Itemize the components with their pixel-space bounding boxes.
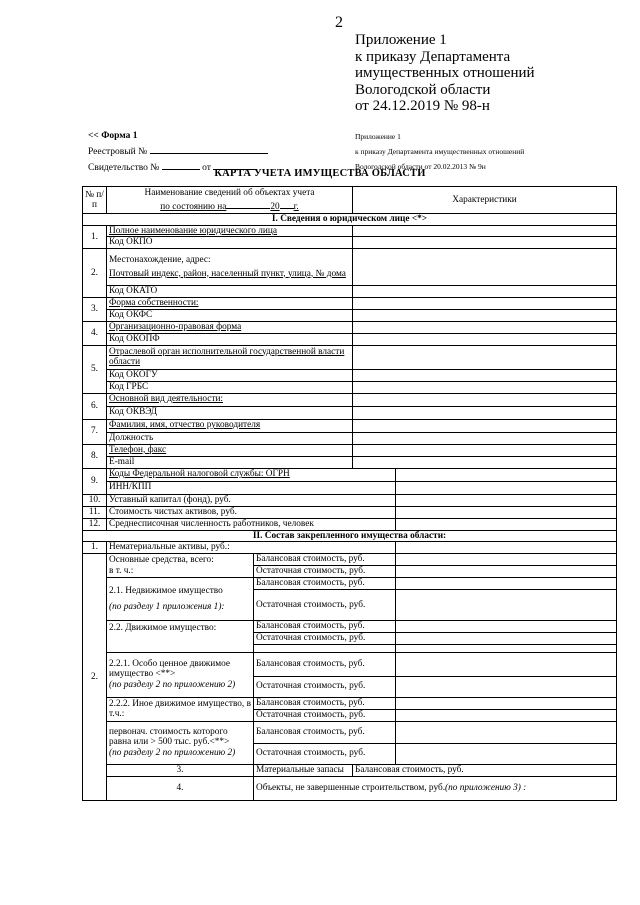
table-row [83, 444, 617, 456]
value-cell[interactable] [396, 721, 617, 743]
row-label: E-mail [107, 456, 353, 468]
value-cell[interactable] [396, 621, 617, 633]
table-row [83, 554, 617, 566]
value-cell[interactable] [396, 542, 617, 554]
row-label [107, 652, 254, 697]
table-row [83, 322, 617, 334]
table-row [83, 334, 617, 346]
balance-label: Балансовая стоимость, руб. [254, 697, 396, 709]
value-cell[interactable] [396, 644, 617, 652]
header-characteristics: Характеристики [353, 187, 617, 214]
table-row [83, 494, 617, 506]
value-cell[interactable] [353, 369, 617, 381]
value-cell[interactable] [353, 419, 617, 432]
section-2-title: II. Состав закрепленного имущества области: [83, 530, 617, 542]
value-cell[interactable] [396, 506, 617, 518]
spacer-cell [254, 644, 396, 652]
table-row [83, 310, 617, 322]
row-label: Код ГРБС [107, 381, 353, 393]
row-label: Фамилия, имя, отчество руководителя [107, 419, 353, 432]
header-year-suffix: г. [293, 202, 299, 212]
table-row [83, 652, 617, 676]
table-row [83, 578, 617, 590]
realty-label: 2.1. Недвижимое имущество [109, 585, 223, 596]
table-row [83, 518, 617, 530]
value-cell[interactable] [353, 298, 617, 310]
header-name [107, 187, 353, 214]
table-row [83, 542, 617, 554]
residual-label: Остаточная стоимость, руб. [254, 676, 396, 697]
value-cell[interactable] [353, 456, 617, 468]
value-cell[interactable] [353, 322, 617, 334]
row-number: 2. [83, 249, 107, 298]
row-label: Код ОКПО [107, 237, 353, 249]
residual-label: Остаточная стоимость, руб. [254, 590, 396, 621]
value-cell[interactable] [396, 481, 617, 494]
from-label: от [202, 163, 211, 173]
row-label: ИНН/КПП [107, 481, 396, 494]
table-row [83, 481, 617, 494]
note-line: Вологодской области от 20.02.2013 № 9н [355, 162, 486, 171]
row-label: Уставный капитал (фонд), руб. [107, 494, 396, 506]
section-1-title: I. Сведения о юридическом лице <*> [83, 214, 617, 226]
movable-label: 2.2. Движимое имущество: [107, 621, 254, 653]
residual-label: Остаточная стоимость, руб. [254, 743, 396, 764]
valuable-note: (по разделу 2 по приложению 2) [109, 679, 236, 690]
row-label: Код ОКОГУ [107, 369, 353, 381]
row-number: 3. [83, 298, 107, 322]
table-row [83, 381, 617, 393]
page-number: 2 [335, 14, 343, 31]
appendix-block [355, 32, 535, 115]
table-row [83, 345, 617, 369]
table-row [83, 764, 617, 776]
note-line: Приложение 1 [355, 132, 401, 141]
value-cell[interactable] [353, 237, 617, 249]
table-row [83, 697, 617, 709]
row-label: Материальные запасы [254, 764, 353, 776]
value-cell[interactable] [396, 494, 617, 506]
row-number: 2. [83, 554, 107, 801]
value-cell[interactable] [353, 406, 617, 419]
table-row [83, 419, 617, 432]
row-number: 1. [83, 225, 107, 249]
valuable-label: 2.2.1. Особо ценное движимое имущество <**> [109, 658, 230, 680]
row-label: Отраслевой орган исполнительной государственной власти области [107, 345, 353, 369]
table-row [83, 237, 617, 249]
initial-cost-note: (по разделу 2 по приложению 2) [109, 747, 236, 758]
balance-label: Балансовая стоимость, руб. [254, 652, 396, 676]
table-row [83, 506, 617, 518]
appendix-line: к приказу Департамента [355, 48, 511, 65]
other-movable-label: 2.2.2. Иное движимое имущество, в т.ч.: [107, 697, 254, 721]
value-cell[interactable] [396, 652, 617, 676]
table-row [83, 298, 617, 310]
appendix-line: Приложение 1 [355, 32, 447, 48]
appendix-line: от 24.12.2019 № 98-н [355, 98, 490, 114]
row-label: Телефон, факс [107, 444, 353, 456]
row-label [107, 249, 353, 286]
value-cell[interactable] [396, 554, 617, 566]
table-row [83, 406, 617, 419]
value-cell[interactable] [396, 566, 617, 578]
row-label: Полное наименование юридического лица [107, 225, 353, 237]
residual-label: Остаточная стоимость, руб. [254, 566, 396, 578]
table-row [83, 468, 617, 481]
row-label [107, 554, 254, 578]
unfinished-label: Объекты, не завершенные строительством, руб. [256, 782, 446, 793]
address-detail: Почтовый индекс, район, населенный пункт, улица, № дома [109, 268, 346, 279]
value-cell[interactable] [353, 249, 617, 286]
row-number: 4. [107, 776, 254, 800]
value-cell[interactable] [353, 381, 617, 393]
appendix-line: Вологодской области [355, 81, 491, 98]
table-row [83, 225, 617, 237]
table-header-row [83, 187, 617, 214]
value-cell[interactable] [396, 709, 617, 721]
table-row [83, 456, 617, 468]
appendix-line: имущественных отношений [355, 65, 535, 81]
row-label: Коды Федеральной налоговой службы: ОГРН [107, 468, 396, 481]
row-number: 1. [83, 542, 107, 554]
value-cell[interactable] [353, 393, 617, 406]
value-cell[interactable] [396, 676, 617, 697]
value-cell[interactable] [396, 518, 617, 530]
form-label: << Форма 1 [88, 131, 138, 141]
value-cell[interactable] [353, 286, 617, 298]
table-row [83, 393, 617, 406]
row-label: Среднесписочная численность работников, человек [107, 518, 396, 530]
value-cell[interactable] [353, 310, 617, 322]
value-cell[interactable] [353, 345, 617, 369]
residual-label: Остаточная стоимость, руб. [254, 633, 396, 645]
table-row [83, 721, 617, 743]
row-number: 8. [83, 444, 107, 468]
registry-label: Реестровый № [88, 147, 148, 157]
row-number: 4. [83, 322, 107, 346]
row-label: Основной вид деятельности: [107, 393, 353, 406]
row-label: Код ОКВЭД [107, 406, 353, 419]
row-label [107, 578, 254, 621]
table-row [83, 621, 617, 633]
row-number: 10. [83, 494, 107, 506]
row-label [254, 776, 617, 800]
value-cell[interactable] [396, 633, 617, 645]
value-cell[interactable] [396, 743, 617, 764]
card-title: КАРТА УЧЕТА ИМУЩЕСТВА ОБЛАСТИ [214, 168, 426, 179]
row-label: Форма собственности: [107, 298, 353, 310]
row-label: Код ОКФС [107, 310, 353, 322]
balance-label: Балансовая стоимость, руб. [254, 554, 396, 566]
table-row [83, 776, 617, 800]
row-label: Нематериальные активы, руб.: [107, 542, 396, 554]
table-row [83, 249, 617, 286]
row-label: Должность [107, 432, 353, 444]
property-card-table [82, 186, 617, 801]
note-line: к приказу Департамента имущественных отношений [355, 147, 525, 156]
row-number: 6. [83, 393, 107, 419]
header-year: 20 [270, 202, 280, 212]
header-date-label: по состоянию на [160, 202, 227, 212]
table-row [83, 432, 617, 444]
balance-label: Балансовая стоимость, руб. [353, 764, 617, 776]
row-number: 7. [83, 419, 107, 444]
certificate-label: Свидетельство № [88, 163, 160, 173]
value-cell[interactable] [353, 432, 617, 444]
value-cell[interactable] [396, 697, 617, 709]
unfinished-note: (по приложению 3) : [445, 782, 527, 793]
row-number: 12. [83, 518, 107, 530]
row-number: 11. [83, 506, 107, 518]
header-name-line: Наименование сведений об объектах учета [144, 187, 315, 198]
fixed-assets-label: Основные средства, всего: [109, 555, 214, 565]
row-label [107, 721, 254, 764]
row-label: Организационно-правовая форма [107, 322, 353, 334]
initial-cost-label: первонач. стоимость которого равна или > 500 тыс. руб.<**> [109, 726, 230, 748]
header-num: № п/п [83, 187, 107, 214]
row-number: 3. [107, 764, 254, 776]
row-label: Код ОКОПФ [107, 334, 353, 346]
address-label: Местонахождение, адрес: [109, 255, 211, 265]
row-label: Стоимость чистых активов, руб. [107, 506, 396, 518]
row-number: 5. [83, 345, 107, 393]
value-cell[interactable] [353, 334, 617, 346]
residual-label: Остаточная стоимость, руб. [254, 709, 396, 721]
registry-field[interactable] [150, 143, 268, 154]
balance-label: Балансовая стоимость, руб. [254, 721, 396, 743]
table-row [83, 369, 617, 381]
balance-label: Балансовая стоимость, руб. [254, 578, 396, 590]
row-number: 9. [83, 468, 107, 494]
incl-label: в т. ч.: [109, 565, 134, 576]
value-cell[interactable] [396, 468, 617, 481]
balance-label: Балансовая стоимость, руб. [254, 621, 396, 633]
table-row [83, 286, 617, 298]
value-cell[interactable] [353, 225, 617, 237]
value-cell[interactable] [396, 578, 617, 590]
value-cell[interactable] [353, 444, 617, 456]
row-label: Код ОКАТО [107, 286, 353, 298]
value-cell[interactable] [396, 590, 617, 621]
realty-note: (по разделу 1 приложения 1): [109, 602, 225, 612]
